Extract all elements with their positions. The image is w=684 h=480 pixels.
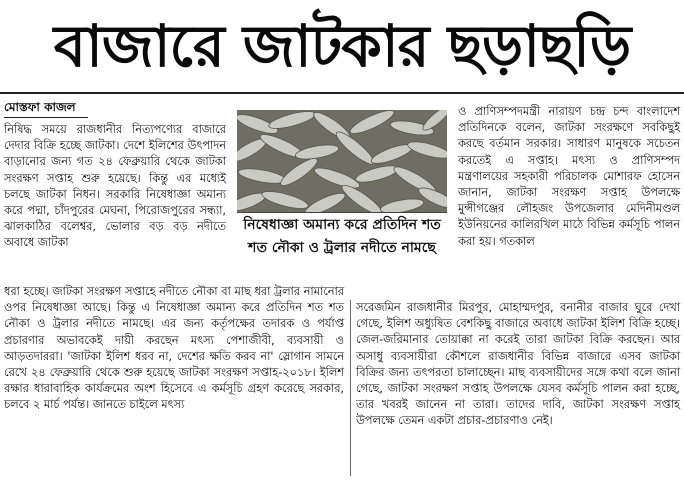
headline-rule xyxy=(0,92,684,94)
byline: মোস্তফা কাজল xyxy=(4,100,76,114)
paragraph: ধরা হচ্ছে। জাটকা সংরক্ষণ সপ্তাহে নদীতে নৌকা বা মাছ ধরা ট্রলার নামানোর ওপর নিষেধাজ্ঞা আছে। কিন্তু এ নিষেধাজ্ঞা অমান্য করে প্রতিদিন শত শত নৌকা ও ট্রলার নদীতে নামছে। এর জন্য কর্তৃপক্ষের তদারক ও পর্যাপ্ত প্রচারণার অভাবকেই দায়ী করছেন মৎস্য পেশাজীবী, ব্যবসায়ী ও আড়তদাররা। 'জাটকা ইলিশ ধরব না, দেশের ক্ষতি করব না' স্লোগান সামনে রেখে ২৪ ফেব্রুয়ারি থেকে শুরু হয়েছে জাটকা সংরক্ষণ সপ্তাহ-২০১৮। ইলিশ রক্ষার ধারাবাহিক কার্যক্রমের অংশ হিসেবে এ কর্মসূচি গ্রহণ করেছে সরকার, চলবে ২ মার্চ পর্যন্ত। জানতে চাইলে মৎস্য xyxy=(4,285,344,412)
article-column-bottom-right xyxy=(356,300,680,430)
article-column-bottom-left xyxy=(4,284,344,414)
article-column-left xyxy=(4,122,226,252)
jatka-fish-image xyxy=(237,110,447,212)
byline-underline xyxy=(4,117,88,118)
photo-caption: নিষেধাজ্ঞা অমান্য করে প্রতিদিন শত শত নৌকা ও ট্রলার নদীতে নামছে xyxy=(243,217,441,256)
article-column-right xyxy=(458,104,680,250)
paragraph: নিষিদ্ধ সময়ে রাজধানীর নিত্যপণ্যের বাজারে দেদার বিক্রি হচ্ছে জাটকা। দেশে ইলিশের উৎপাদন বাড়ানোর জন্য গত ২৪ ফেব্রুয়ারি থেকে জাটকা সংরক্ষণ সপ্তাহ শুরু হয়েছে। কিন্তু এর মধ্যেই চলছে জাটকা নিধন। সরকারি নিষেধাজ্ঞা অমান্য করে পদ্মা, চাঁদপুরের মেঘনা, পিরোজপুরের সন্ধ্যা, ঝালকাঠির বলেশ্বর, ভোলার বড় বড় নদীতে অবাধে জাটকা xyxy=(4,123,226,250)
fish-photo xyxy=(237,110,447,212)
caption-rule xyxy=(237,212,447,213)
paragraph: সরেজমিন রাজধানীর মিরপুর, মোহাম্মদপুর, বনানীর বাজার ঘুরে দেখা গেছে, ইলিশ অধ্যুষিত বেশকিছু বাজারে অবাধে জাটকা ইলিশ বিক্রি হচ্ছে। জেল-জরিমানার তোয়াক্কা না করেই তারা জাটকা বিক্রি করছেন। আর অসাধু ব্যবসায়ীরা কৌশলে রাজধানীর বিভিন্ন বাজারে এসব জাটকা বিক্রির জন্য তৎপরতা চালাচ্ছেন। মাছ ব্যবসায়ীদের সঙ্গে কথা বলে জানা গেছে, জাটকা সংরক্ষণ সপ্তাহ উপলক্ষে যেসব কর্মসূচি পালন করা হচ্ছে, তার খবরই জানেন না তারা। তাদের দাবি, জাটকা সংরক্ষণ সপ্তাহ উপলক্ষে তেমন একটা প্রচার-প্রচারণাও নেই। xyxy=(356,301,680,428)
headline: বাজারে জাটকার ছড়াছড়ি xyxy=(53,12,631,80)
column-divider xyxy=(350,300,351,476)
paragraph: ও প্রাণিসম্পদমন্ত্রী নারায়ণ চন্দ্র চন্দ বাংলাদেশ প্রতিদিনকে বলেন, জাটকা সংরক্ষণে সবকিছুই করছে বর্তমান সরকার। সাধারণ মানুষকে সচেতন করতেই এ সপ্তাহ। মৎস্য ও প্রাণিসম্পদ মন্ত্রণালয়ের সহকারী পরিচালক মোশারফ হোসেন জানান, জাটকা সংরক্ষণ সপ্তাহ উপলক্ষে মুন্সীগঞ্জের লৌহজং উপজেলার মেদিনীমণ্ডল ইউনিয়নের কালিরখিল মাঠে বিভিন্ন কর্মসূচি পালন করা হয়। গতকাল xyxy=(458,105,680,248)
